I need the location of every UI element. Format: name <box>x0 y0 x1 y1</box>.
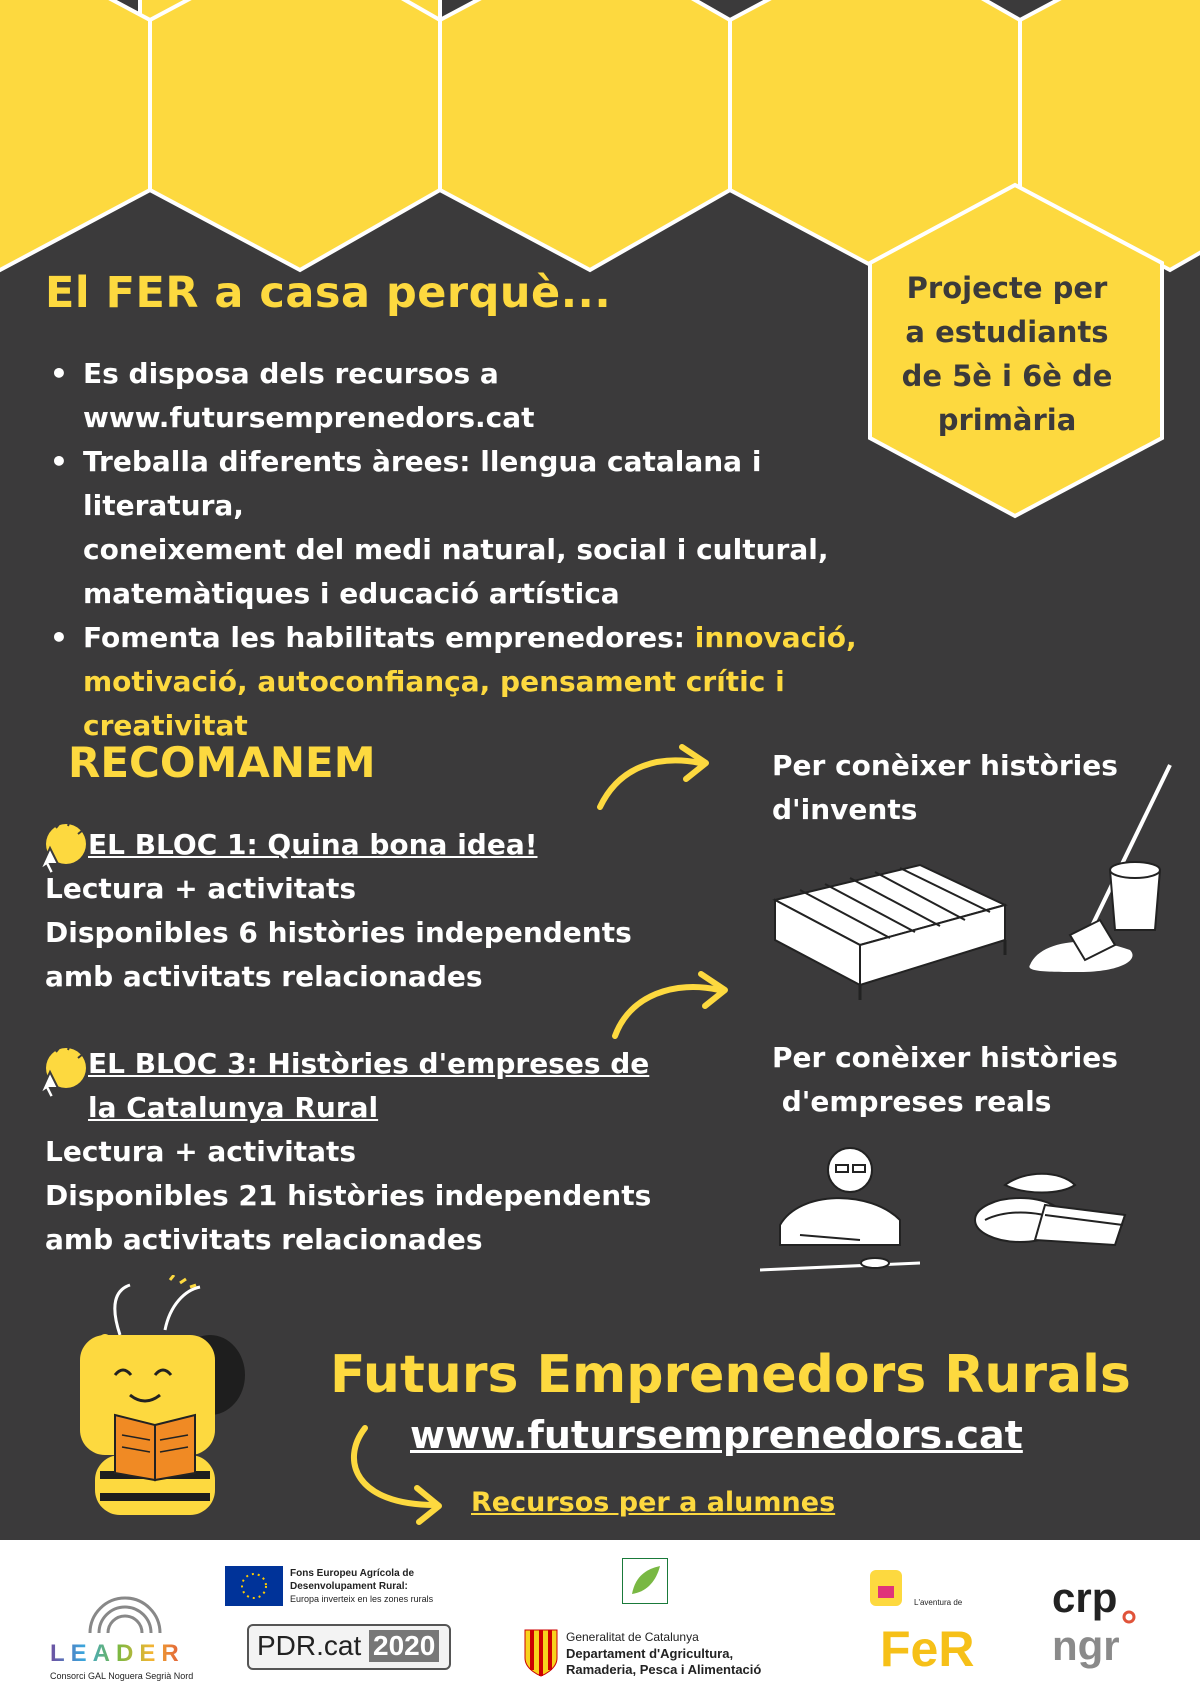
curved-arrow-icon <box>590 735 720 815</box>
fer-logo: FeR <box>880 1621 975 1677</box>
generalitat-shield-icon <box>523 1628 559 1678</box>
leader-logo-icon <box>85 1575 165 1635</box>
fer-mascot-logo-icon <box>868 1558 908 1618</box>
pdr-logo: PDR.cat 2020 <box>247 1624 451 1670</box>
sponsor-footer: LEADER Consorci GAL Noguera Segrià Nord Fons Europeu Agrícola de Desenvolupament Rural: Europa inverteix en les zones rurals PDR.cat 2020 Generalitat de Catalunya Departament d'Agricultura, Ramaderia, Pesca i Alimentació L'aventura de FeR crp ngr <box>0 1540 1200 1697</box>
curved-arrow-icon <box>335 1420 455 1530</box>
website-link[interactable]: www.futursemprenedors.cat <box>410 1413 1023 1457</box>
crp-logo: crp <box>1052 1574 1118 1621</box>
foosball-table-illustration <box>770 860 1010 1000</box>
brand-title: Futurs Emprenedors Rurals <box>330 1345 1131 1405</box>
list-item: • Treballa diferents àrees: llengua catalana i literatura, coneixement del medi natural, social i cultural, matemàtiques i educació artística <box>45 440 925 616</box>
bloc-3: EL BLOC 3: Històries d'empreses de la Catalunya Rural Lectura + activitats Disponibles 21 històries independents amb activitats relacionades <box>45 1042 651 1262</box>
curved-arrow-icon <box>605 960 735 1040</box>
companies-caption: Per conèixer històries d'empreses reals <box>772 1041 1118 1118</box>
leader-logo: LEADER <box>50 1640 185 1667</box>
craftsman-illustration <box>760 1135 920 1275</box>
project-badge: Projecte per a estudiants de 5è i 6è de primària <box>901 271 1113 437</box>
bloc-1: EL BLOC 1: Quina bona idea! Lectura + activitats Disponibles 6 històries independents amb activitats relacionades <box>45 823 632 999</box>
crp-dot-icon <box>1122 1610 1136 1624</box>
leader-leaf-logo-icon <box>622 1558 668 1604</box>
reasons-list <box>45 352 925 748</box>
bloc-3-link[interactable]: EL BLOC 3: Històries d'empreses de <box>88 1047 650 1080</box>
list-item: • Fomenta les habilitats emprenedores: innovació, motivació, autoconfiança, pensament crític i creativitat <box>45 616 925 748</box>
url-text: www.futursemprenedors.cat <box>83 401 535 434</box>
cured-meats-illustration <box>965 1165 1135 1255</box>
student-resources-link[interactable]: Recursos per a alumnes <box>471 1487 836 1518</box>
list-item: • Es disposa dels recursos a www.futursemprenedors.cat <box>45 352 925 440</box>
bloc-1-link[interactable]: EL BLOC 1: Quina bona idea! <box>88 828 538 861</box>
mop-bucket-illustration <box>1020 760 1180 980</box>
bee-mascot-illustration <box>60 1275 250 1540</box>
page-title: El FER a casa perquè... <box>45 268 612 318</box>
skills-highlight: innovació, <box>694 621 857 654</box>
recomanem-heading: RECOMANEM <box>68 738 376 787</box>
inventions-caption: Per conèixer històries d'invents <box>772 749 1118 826</box>
eu-flag-icon <box>225 1566 283 1606</box>
